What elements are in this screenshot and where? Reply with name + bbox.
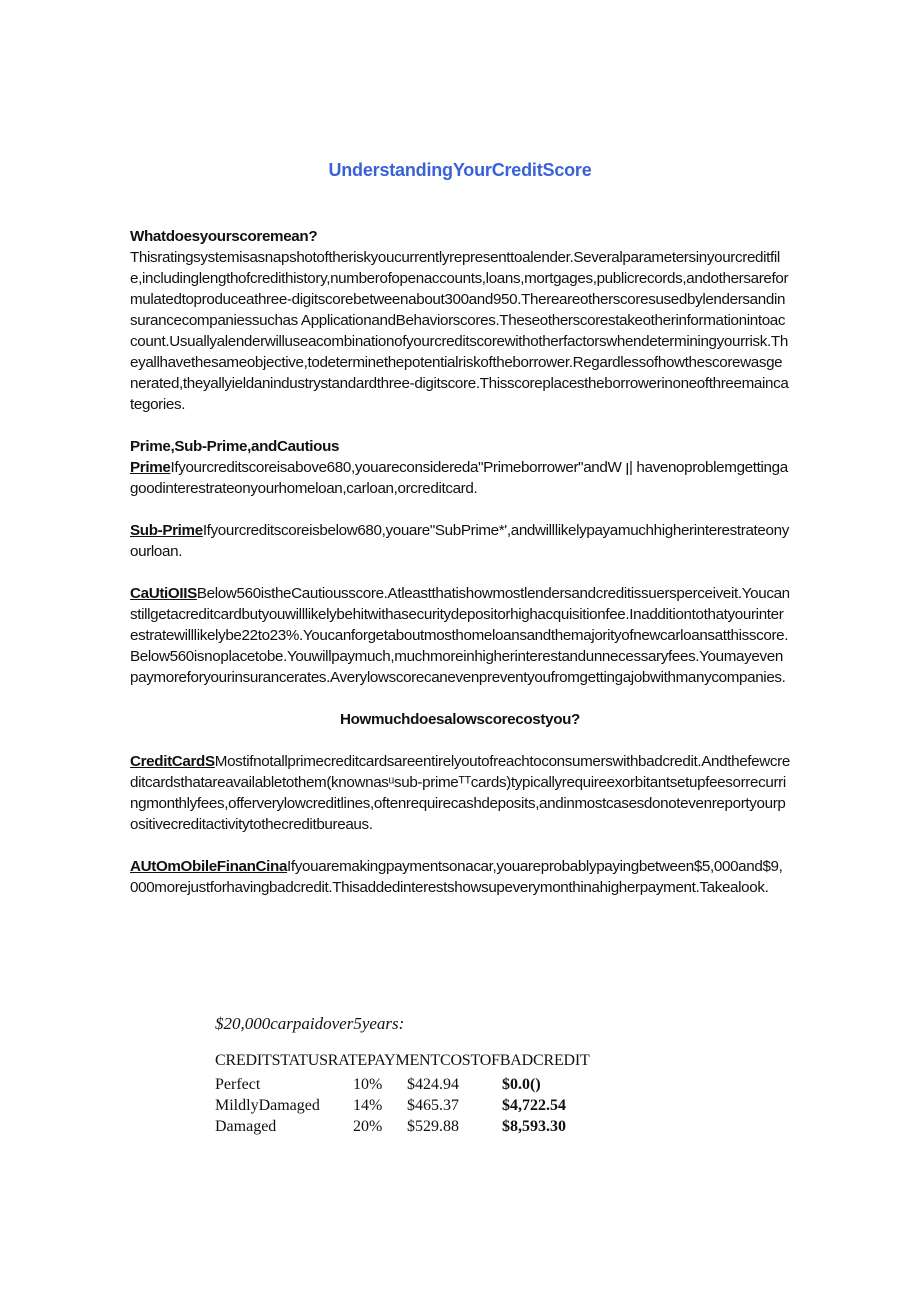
paragraph: Thisratingsystemisasnapshotoftheriskyoucurrentlyrepresenttoalender.Severalparametersinyourcreditfile,includinglengthofcredithistory,numberofopenaccounts,loans,mortgages,publicrecords,andothersareformulatedtoproduceathree-digitscorebetweenabout300and950.Thereareotherscoresusedbylendersandinsurancecompaniessuchas ApplicationandBehaviorscores.Theseotherscorestakeotherinformationintoaccount.Usuallyalenderwilluseacombinationofyourcreditscorewithotherfactorswhendeterminingyourrisk.Theyallhavethesameobjective,todeterminethepotentialriskoftheborrower.Regardlessofhowthescorewasgenerated,theyallyieldanindustrystandardthree-digitscore.Thisscoreplacestheborrowerinoneofthreemaincategories. bbox=[130, 249, 789, 413]
table-row bbox=[215, 1076, 566, 1097]
cost-table-area bbox=[215, 1014, 695, 1139]
credit-cards-label: CreditCardS bbox=[130, 753, 215, 770]
auto-financing-label: AUtOmObileFinanCina bbox=[130, 858, 288, 875]
subprime-text: Ifyourcreditscoreisbelow680,youare"SubPrime*',andwilllikelypayamuchhigherinterestrateonyourloan. bbox=[130, 522, 789, 560]
cost-cell: $4,722.54 bbox=[502, 1097, 566, 1114]
section-heading: Whatdoesyourscoremean? bbox=[130, 228, 318, 245]
prime-label: Prime bbox=[130, 459, 171, 476]
section-score-meaning bbox=[130, 226, 790, 415]
subprime-paragraph bbox=[130, 520, 790, 562]
auto-financing-text: Ifyouaremakingpaymentsonacar,youareprobablypayingbetween$5,000and$9,000morejustforhavingbadcredit.Thisaddedinterestshowsupeverymonthinahigherpayment.Takealook. bbox=[130, 858, 783, 896]
payment-cell: $424.94 bbox=[407, 1076, 459, 1093]
credit-cards-block bbox=[130, 751, 790, 835]
cost-cell: $8,593.30 bbox=[502, 1118, 566, 1135]
credit-status-cell: Perfect bbox=[215, 1076, 261, 1093]
cautious-block bbox=[130, 583, 790, 688]
section-heading: Prime,Sub-Prime,andCautious bbox=[130, 438, 340, 455]
document-body bbox=[130, 226, 790, 919]
rate-cell: 20% bbox=[353, 1118, 383, 1135]
prime-paragraph bbox=[130, 457, 790, 499]
payment-cell: $529.88 bbox=[407, 1118, 459, 1135]
auto-financing-paragraph bbox=[130, 856, 790, 898]
payment-cell: $465.37 bbox=[407, 1097, 459, 1114]
cautious-paragraph bbox=[130, 583, 790, 688]
credit-status-cell: MildlyDamaged bbox=[215, 1097, 320, 1114]
cautious-text: Below560istheCautiousscore.Atleastthatishowmostlendersandcreditissuersperceiveit.Youcanstillgetacreditcardbutyouwilllikelybehitwithasecuritydepositorhighacquisitionfee.Inadditiontothatyourinterestratewilllikelybe22to23%.Youcanforgetaboutmosthomeloansandthemajorityofnewcarloansatthisscore.Below560isnoplacetobe.Youwillpaymuch,muchmoreinhigherinterestandunnecessaryfees.Youmayevenpaymoreforyourinsurancerates.Averylowscorecanevenpreventyoufromgettingajobwithmanycompanies. bbox=[130, 585, 790, 686]
cost-heading: Howmuchdoesalowscorecostyou? bbox=[339, 711, 580, 728]
cost-cell: $0.0() bbox=[502, 1076, 541, 1093]
table-header: CREDITSTATUSRATEPAYMENTCOSTOFBADCREDIT bbox=[215, 1052, 590, 1069]
credit-cards-paragraph bbox=[130, 751, 790, 835]
table-caption: $20,000carpaidover5years: bbox=[215, 1014, 405, 1033]
auto-financing-block bbox=[130, 856, 790, 898]
cautious-label: CaUtiOIIS bbox=[130, 585, 197, 602]
rate-cell: 14% bbox=[353, 1097, 383, 1114]
table-row bbox=[215, 1097, 566, 1118]
page-title: UnderstandingYourCreditScore bbox=[328, 160, 592, 180]
table-row bbox=[215, 1118, 566, 1139]
subprime-label: Sub-Prime bbox=[130, 522, 203, 539]
rate-cell: 10% bbox=[353, 1076, 383, 1093]
subprime-block bbox=[130, 520, 790, 562]
credit-status-cell: Damaged bbox=[215, 1118, 277, 1135]
prime-text: Ifyourcreditscoreisabove680,youareconsidereda"Primeborrower"andW ן| havenoproblemgettingagoodinterestrateonyourhomeloan,carloan,orcreditcard. bbox=[130, 459, 788, 497]
credit-cards-text: Mostifnotallprimecreditcardsareentirelyoutofreachtoconsumerswithbadcredit.Andthefewcreditcardsthatareavailabletothem(knownasᵘsub-primeᵀᵀcards)typicallyrequireexorbitantsetupfeesorrecurringmonthlyfees,offerverylowcreditlines,oftenrequirecashdeposits,andinmostcasesdonotevenreportyourpositivecreditactivitytothecreditbureaus. bbox=[130, 753, 790, 833]
cost-table bbox=[215, 1076, 566, 1139]
section-categories bbox=[130, 436, 790, 499]
